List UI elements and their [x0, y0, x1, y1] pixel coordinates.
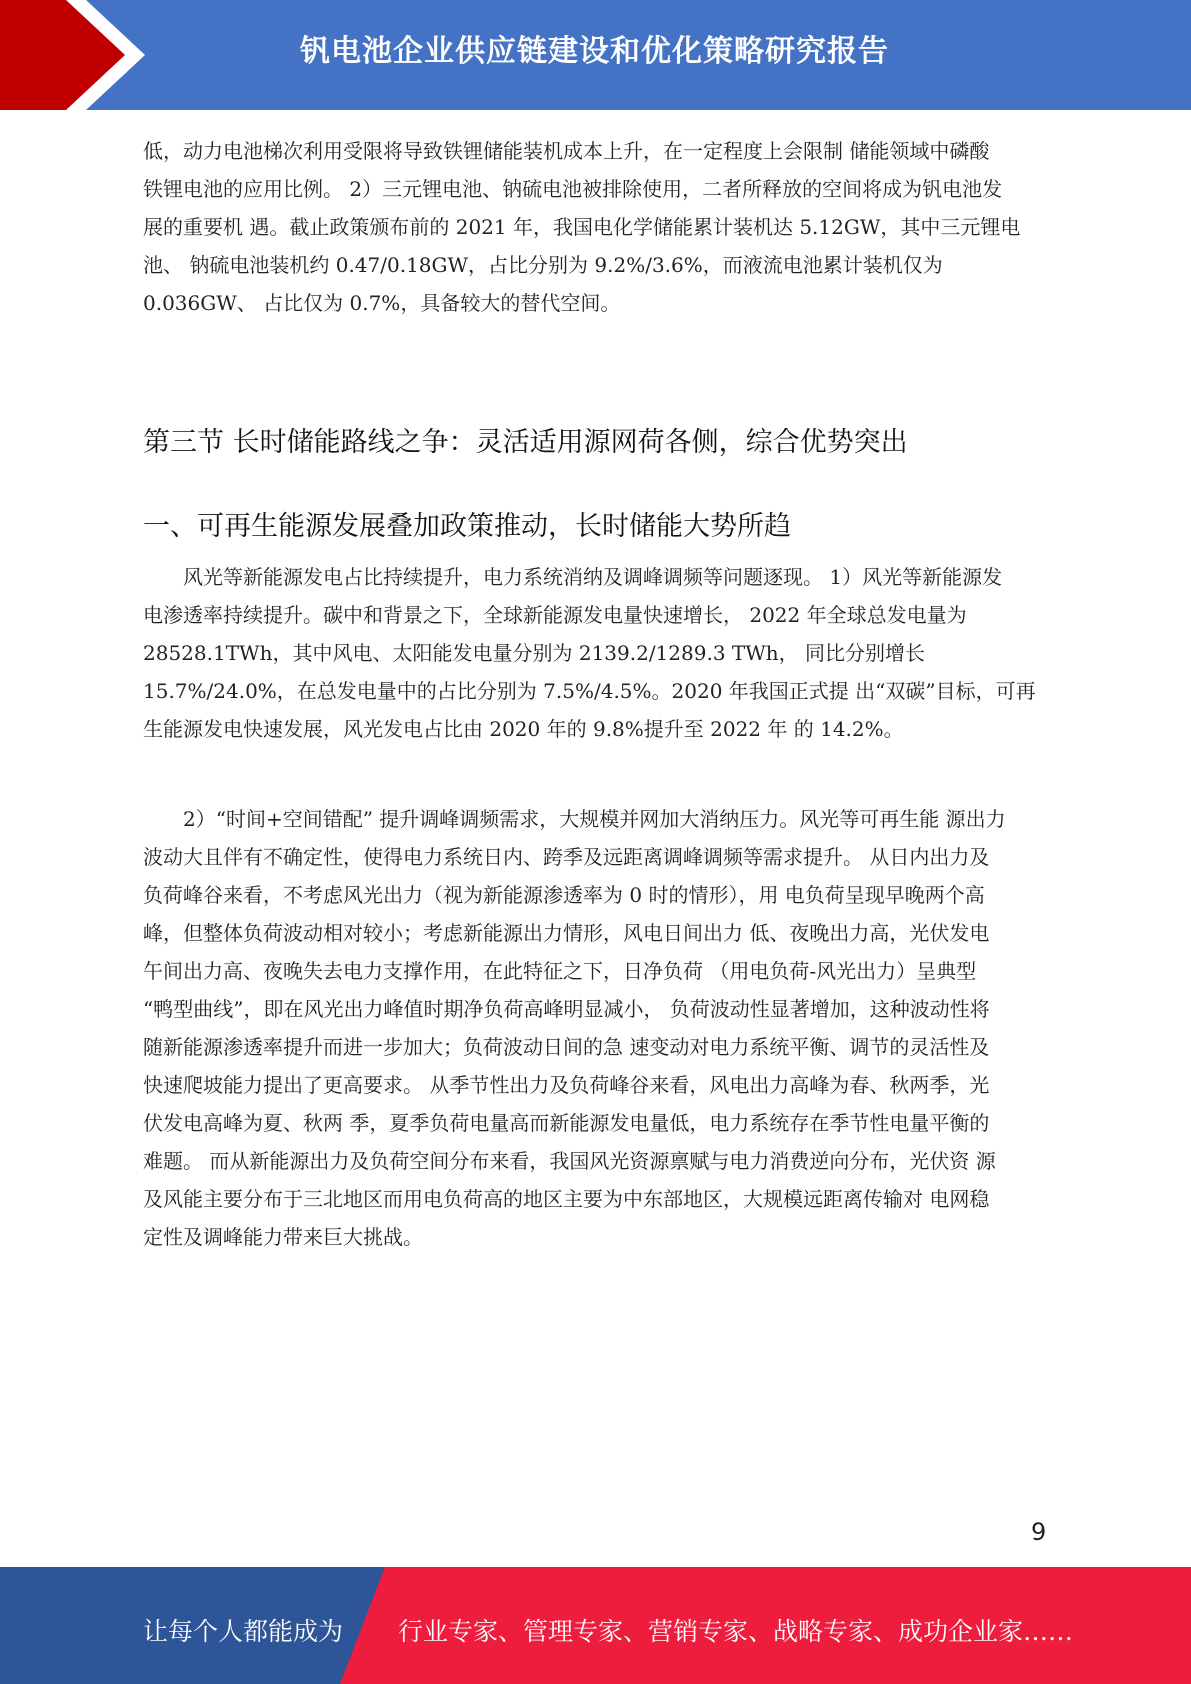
- paragraph-line: 随新能源渗透率提升而进一步加大；负荷波动日间的急 速变动对电力系统平衡、调节的灵活性及: [143, 1035, 990, 1059]
- paragraph-line: 风光等新能源发电占比持续提升，电力系统消纳及调峰调频等问题逐现。 1）风光等新能源发: [143, 565, 1003, 589]
- page-number: 9: [1031, 1518, 1047, 1546]
- paragraph-line: 低，动力电池梯次利用受限将导致铁锂储能装机成本上升，在一定程度上会限制 储能领域中磷酸: [143, 139, 990, 163]
- paragraph-line: 波动大且伴有不确定性，使得电力系统日内、跨季及远距离调峰调频等需求提升。 从日内出力及: [143, 845, 990, 869]
- paragraph-line: 28528.1TWh，其中风电、太阳能发电量分别为 2139.2/1289.3 TWh， 同比分别增长: [143, 641, 926, 665]
- paragraph-line: 池、 钠硫电池装机约 0.47/0.18GW，占比分别为 9.2%/3.6%，而液流电池累计装机仅为: [143, 253, 943, 277]
- paragraph-1: [143, 132, 1048, 322]
- paragraph-line: 铁锂电池的应用比例。 2）三元锂电池、钠硫电池被排除使用，二者所释放的空间将成为钒电池发: [143, 177, 1003, 201]
- paragraph-line: 伏发电高峰为夏、秋两 季，夏季负荷电量高而新能源发电量低，电力系统存在季节性电量平衡的: [143, 1111, 990, 1135]
- paragraph-line: 快速爬坡能力提出了更高要求。 从季节性出力及负荷峰谷来看，风电出力高峰为春、秋两季，光: [143, 1073, 990, 1097]
- paragraph-line: 生能源发电快速发展，风光发电占比由 2020 年的 9.8%提升至 2022 年 的 14.2%。: [143, 717, 904, 741]
- header-title: 钒电池企业供应链建设和优化策略研究报告: [300, 34, 889, 69]
- paragraph-line: 定性及调峰能力带来巨大挑战。: [143, 1225, 423, 1249]
- footer-slogan-left: 让每个人都能成为: [143, 1617, 344, 1646]
- paragraph-line: 午间出力高、夜晚失去电力支撑作用，在此特征之下，日净负荷 （用电负荷-风光出力）呈典型: [143, 959, 977, 983]
- paragraph-2: [143, 558, 1048, 748]
- page-header: [0, 0, 1191, 110]
- footer-slogan-right: 行业专家、管理专家、营销专家、战略专家、成功企业家……: [398, 1617, 1074, 1646]
- paragraph-3: [143, 800, 1048, 1256]
- paragraph-line: 电渗透率持续提升。碳中和背景之下，全球新能源发电量快速增长， 2022 年全球总发电量为: [143, 603, 967, 627]
- paragraph-line: 展的重要机 遇。截止政策颁布前的 2021 年，我国电化学储能累计装机达 5.12GW，其中三元锂电: [143, 215, 1021, 239]
- paragraph-line: “鸭型曲线”，即在风光出力峰值时期净负荷高峰明显减小， 负荷波动性显著增加，这种波动性将: [143, 997, 990, 1021]
- section-heading: 第三节 长时储能路线之争：灵活适用源网荷各侧，综合优势突出: [143, 427, 908, 458]
- paragraph-line: 及风能主要分布于三北地区而用电负荷高的地区主要为中东部地区，大规模远距离传输对 电网稳: [143, 1187, 990, 1211]
- paragraph-line: 峰，但整体负荷波动相对较小；考虑新能源出力情形，风电日间出力 低、夜晚出力高，光伏发电: [143, 921, 990, 945]
- subsection-heading: 一、可再生能源发展叠加政策推动，长时储能大势所趋: [143, 511, 791, 542]
- paragraph-line: 0.036GW、 占比仅为 0.7%，具备较大的替代空间。: [143, 291, 621, 315]
- paragraph-line: 负荷峰谷来看，不考虑风光出力（视为新能源渗透率为 0 时的情形），用 电负荷呈现早晚两个高: [143, 883, 985, 907]
- page-footer: [0, 1567, 1191, 1684]
- paragraph-line: 2）“时间+空间错配” 提升调峰调频需求，大规模并网加大消纳压力。风光等可再生能 源出力: [143, 807, 1006, 831]
- paragraph-line: 难题。 而从新能源出力及负荷空间分布来看，我国风光资源禀赋与电力消费逆向分布，光伏资 源: [143, 1149, 996, 1173]
- header-arrow-icon: [0, 0, 160, 110]
- paragraph-line: 15.7%/24.0%，在总发电量中的占比分别为 7.5%/4.5%。2020 年我国正式提 出“双碳”目标，可再: [143, 679, 1036, 703]
